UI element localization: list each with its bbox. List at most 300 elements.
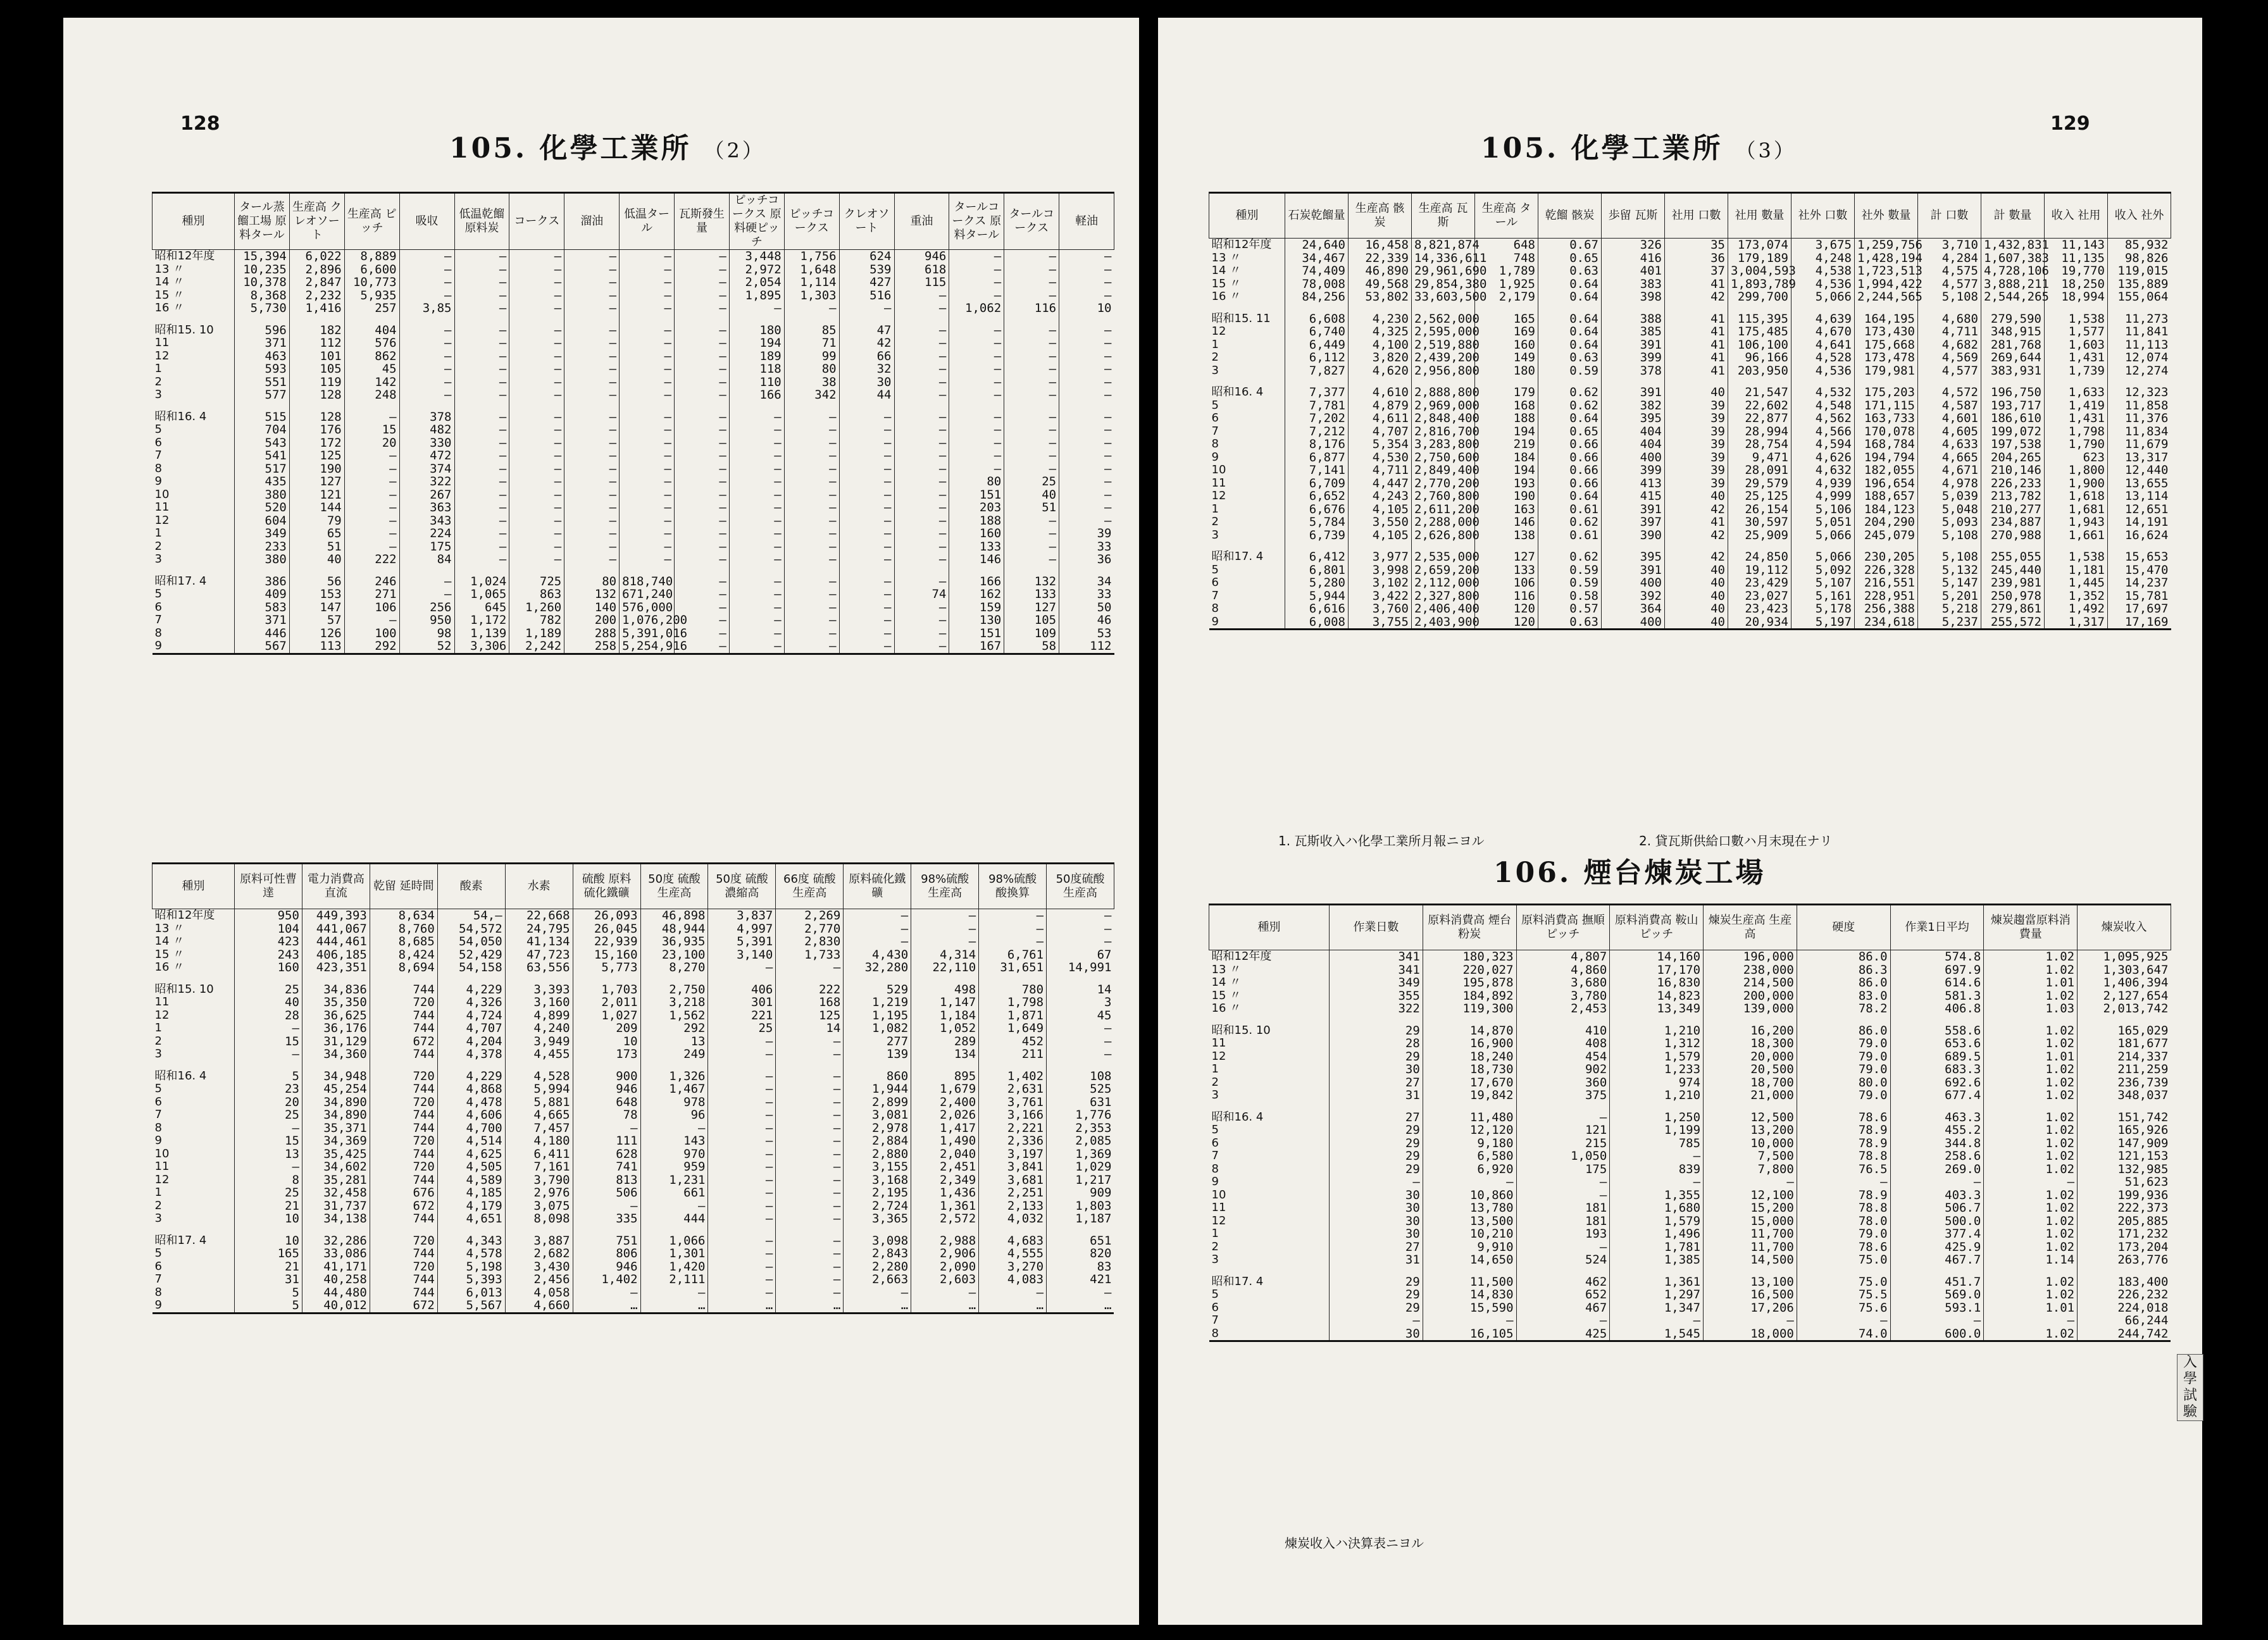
cell: — — [729, 463, 784, 476]
cell: — — [708, 961, 776, 974]
cell: 524 — [1516, 1253, 1610, 1267]
cell: 179,981 — [1855, 364, 1918, 378]
cell: 4,868 — [437, 1083, 505, 1096]
cell: 5,730 — [235, 302, 290, 315]
cell: 725 — [509, 575, 564, 588]
cell: 115 — [894, 276, 949, 289]
cell: 184,892 — [1423, 990, 1516, 1003]
cell: 360 — [1516, 1076, 1610, 1090]
cell: 121 — [1516, 1124, 1610, 1137]
cell: 3,422 — [1349, 590, 1412, 603]
cell: 34 — [1059, 575, 1114, 588]
cell: 41,134 — [505, 935, 573, 948]
cell: 410 — [1516, 1024, 1610, 1038]
cell: — — [1516, 1176, 1610, 1189]
cell: 5,108 — [1918, 290, 1981, 304]
cell: — — [620, 376, 675, 389]
cell: — — [1004, 350, 1059, 363]
footnote: 煉炭收入ハ決算表ニヨル — [1285, 1536, 1424, 1551]
cell: 4,528 — [1791, 351, 1855, 364]
cell: — — [509, 250, 564, 263]
cell: 374 — [399, 463, 454, 476]
cell: 322 — [1330, 1002, 1423, 1016]
cell — [1412, 304, 1475, 313]
cell: 8,694 — [370, 961, 437, 974]
cell: — — [454, 449, 509, 463]
cell: 4,536 — [1791, 364, 1855, 378]
cell: 1,492 — [2045, 602, 2108, 616]
table-row — [153, 1009, 1114, 1022]
cell: — — [675, 350, 730, 363]
cell: — — [729, 411, 784, 424]
cell: — — [784, 423, 839, 437]
cell: 52 — [399, 640, 454, 654]
cell: — — [1047, 1022, 1114, 1035]
cell: 196,750 — [1981, 386, 2045, 399]
cell: 18,240 — [1423, 1050, 1516, 1064]
cell — [1981, 542, 2045, 550]
cell: 1,445 — [2045, 576, 2108, 590]
cell: — — [620, 250, 675, 263]
cell: 974 — [1610, 1076, 1704, 1090]
cell: 14,500 — [1704, 1253, 1797, 1267]
cell: 8,634 — [370, 909, 437, 922]
cell: 2,406,400 — [1412, 602, 1475, 616]
cell: 441,067 — [302, 922, 370, 936]
row-label: 6 — [1211, 411, 1219, 425]
cell: 7,800 — [1704, 1163, 1797, 1176]
cell: — — [399, 388, 454, 402]
cell: — — [1423, 1314, 1516, 1327]
cell: — — [949, 250, 1004, 263]
cell: 3,448 — [729, 250, 784, 263]
cell: 30 — [1330, 1327, 1423, 1341]
cell: — — [1004, 553, 1059, 566]
cell: — — [1516, 1189, 1610, 1202]
cell: — — [894, 514, 949, 528]
cell: 173,430 — [1855, 325, 1918, 339]
row-label: 2 — [1211, 515, 1219, 528]
cell: 1,024 — [454, 575, 509, 588]
cell: 279,861 — [1981, 602, 2045, 616]
cell: — — [1059, 501, 1114, 514]
row-label: 2 — [1211, 351, 1219, 364]
cell: 1,385 — [1610, 1253, 1704, 1267]
cell: — — [839, 411, 894, 424]
cell — [949, 315, 1004, 324]
cell — [839, 402, 894, 411]
row-label — [153, 315, 235, 324]
column-header: 乾餾 骸炭 — [1538, 193, 1602, 239]
cell: 3,140 — [708, 948, 776, 962]
cell — [640, 1226, 708, 1234]
cell: 30 — [1330, 1202, 1423, 1215]
cell: 4,620 — [1349, 364, 1412, 378]
cell: 1,603 — [2045, 339, 2108, 352]
cell: 863 — [509, 588, 564, 601]
cell: 391 — [1602, 339, 1665, 352]
cell: 2,040 — [911, 1148, 979, 1161]
table-row — [1209, 529, 2171, 542]
cell: 29 — [1330, 1050, 1423, 1064]
row-label: 5 — [154, 587, 162, 600]
cell: — — [235, 1048, 302, 1061]
cell: — — [675, 423, 730, 437]
cell: 1.02 — [1984, 1150, 2078, 1163]
cell: — — [454, 363, 509, 376]
cell: — — [784, 575, 839, 588]
cell — [564, 315, 620, 324]
cell: 4,505 — [437, 1160, 505, 1174]
table-row — [1209, 1137, 2171, 1150]
cell: 194,794 — [1855, 451, 1918, 464]
cell: 558.6 — [1890, 1024, 1984, 1038]
cell: 0.64 — [1538, 325, 1602, 339]
cell: 5,108 — [1918, 550, 1981, 564]
cell: 31 — [1330, 1089, 1423, 1102]
cell: 5,935 — [344, 289, 399, 302]
cell: 14 — [776, 1022, 844, 1035]
cell: 53,802 — [1349, 290, 1412, 304]
cell: 1,490 — [911, 1134, 979, 1148]
cell: 30 — [1330, 1189, 1423, 1202]
cell: 1,297 — [1610, 1288, 1704, 1301]
cell: 3,710 — [1918, 239, 1981, 252]
cell: 140 — [564, 601, 620, 614]
cell: 1.02 — [1984, 1215, 2078, 1228]
cell: — — [894, 350, 949, 363]
cell — [2078, 1102, 2171, 1111]
cell: 375 — [1516, 1089, 1610, 1102]
cell: 193,717 — [1981, 399, 2045, 413]
cell: 128 — [289, 411, 344, 424]
cell: — — [708, 1070, 776, 1083]
cell: — — [509, 514, 564, 528]
cell: 5,093 — [1918, 516, 1981, 529]
cell: — — [675, 463, 730, 476]
cell: 3,837 — [708, 909, 776, 922]
cell: 2,453 — [1516, 1002, 1610, 1016]
row-label: 7 — [1211, 424, 1219, 438]
row-label — [1209, 542, 1285, 550]
cell: 0.57 — [1538, 602, 1602, 616]
cell: 193 — [1475, 477, 1538, 490]
cell: 1.01 — [1984, 1301, 2078, 1315]
cell — [1059, 315, 1114, 324]
cell: 17,169 — [2108, 616, 2171, 630]
cell: 203,950 — [1728, 364, 1791, 378]
cell: 1,402 — [573, 1273, 640, 1286]
cell: 6,740 — [1285, 325, 1349, 339]
column-header: 硬度 — [1797, 905, 1890, 950]
cell: 45,254 — [302, 1083, 370, 1096]
cell: 4,240 — [505, 1022, 573, 1035]
cell: — — [894, 363, 949, 376]
cell — [729, 566, 784, 575]
cell: 1,361 — [1610, 1276, 1704, 1289]
cell: 15,200 — [1704, 1202, 1797, 1215]
cell: 196,654 — [1855, 477, 1918, 490]
cell: 1.02 — [1984, 1024, 2078, 1038]
cell: 29 — [1330, 1150, 1423, 1163]
cell: 279,590 — [1981, 313, 2045, 326]
cell — [1704, 1016, 1797, 1024]
cell: 175 — [1516, 1163, 1610, 1176]
cell: 86.0 — [1797, 1024, 1890, 1038]
cell: 444,461 — [302, 935, 370, 948]
cell: 397 — [1602, 516, 1665, 529]
cell: 1.01 — [1984, 1050, 2078, 1064]
cell: 1,217 — [1047, 1174, 1114, 1187]
cell: 12,651 — [2108, 503, 2171, 516]
cell: — — [708, 1048, 776, 1061]
cell: 255,572 — [1981, 616, 2045, 630]
cell: 5,784 — [1285, 516, 1349, 529]
cell: 10,000 — [1704, 1137, 1797, 1150]
cell: — — [675, 527, 730, 540]
cell: 1,467 — [640, 1083, 708, 1096]
cell: 4,243 — [1349, 490, 1412, 503]
table-row — [1209, 451, 2171, 464]
cell: — — [675, 263, 730, 276]
cell: 144 — [289, 501, 344, 514]
column-header: 煉炭生産高 生産高 — [1704, 905, 1797, 950]
column-header: 50度硫酸 生産高 — [1047, 864, 1114, 909]
table-row — [1209, 290, 2171, 304]
cell: — — [620, 302, 675, 315]
cell: 5,066 — [1791, 550, 1855, 564]
row-label: 6 — [154, 435, 162, 449]
row-label: 1 — [154, 526, 162, 540]
cell: 135,889 — [2108, 278, 2171, 291]
cell: 1,649 — [979, 1022, 1047, 1035]
table-row — [153, 1160, 1114, 1174]
cell: 423 — [235, 935, 302, 948]
cell: 1.03 — [1984, 1002, 2078, 1016]
cell: — — [344, 540, 399, 554]
cell: 720 — [370, 1234, 437, 1248]
cell: 19,842 — [1423, 1089, 1516, 1102]
table-row — [153, 1200, 1114, 1213]
cell: — — [454, 501, 509, 514]
table-row — [153, 350, 1114, 363]
cell: 3,85 — [399, 302, 454, 315]
cell: 1,187 — [1047, 1212, 1114, 1226]
cell: 33,086 — [302, 1247, 370, 1260]
cell: 581.3 — [1890, 990, 1984, 1003]
cell: 1,781 — [1610, 1241, 1704, 1254]
cell: 288 — [564, 627, 620, 640]
cell: 444 — [640, 1212, 708, 1226]
cell — [1047, 1226, 1114, 1234]
cell: 2,663 — [844, 1273, 911, 1286]
cell: 171,232 — [2078, 1227, 2171, 1241]
cell: 277 — [844, 1035, 911, 1048]
cell: 4,707 — [1349, 425, 1412, 438]
cell: 3,430 — [505, 1260, 573, 1274]
cell: — — [839, 501, 894, 514]
cell: 37 — [1665, 264, 1728, 278]
cell: 11,113 — [2108, 339, 2171, 352]
cell: 15,590 — [1423, 1301, 1516, 1315]
column-header: 收入 社外 — [2108, 193, 2171, 239]
row-label: 昭和12年度 — [1211, 950, 1272, 963]
cell: 1.02 — [1984, 990, 2078, 1003]
page-number: 129 — [2050, 113, 2090, 135]
table-row — [153, 1226, 1114, 1234]
column-header: 吸収 — [399, 193, 454, 250]
cell — [1981, 377, 2045, 386]
cell: 79.0 — [1797, 1050, 1890, 1064]
cell: 1,082 — [844, 1022, 911, 1035]
cell: 4,532 — [1791, 386, 1855, 399]
cell: 74 — [894, 588, 949, 601]
cell: 1,943 — [2045, 516, 2108, 529]
cell: — — [344, 514, 399, 528]
cell: 1,406,394 — [2078, 976, 2171, 990]
table-row — [153, 488, 1114, 502]
cell: 28 — [235, 1009, 302, 1022]
cell: … — [776, 1299, 844, 1313]
cell: 215 — [1516, 1137, 1610, 1150]
cell — [1059, 566, 1114, 575]
cell: 472 — [399, 449, 454, 463]
cell: — — [344, 475, 399, 488]
row-label: 16 〃 — [1211, 1002, 1242, 1015]
cell: 33 — [1059, 540, 1114, 554]
cell: 506 — [573, 1186, 640, 1200]
cell: — — [839, 627, 894, 640]
cell: — — [894, 601, 949, 614]
cell: 463.3 — [1890, 1111, 1984, 1124]
column-header: 軽油 — [1059, 193, 1114, 250]
cell: 11,135 — [2045, 252, 2108, 265]
cell — [844, 1061, 911, 1070]
cell: 196,000 — [1704, 950, 1797, 964]
cell: 577 — [235, 388, 290, 402]
cell: 34,369 — [302, 1134, 370, 1148]
cell: — — [1059, 289, 1114, 302]
cell: — — [509, 289, 564, 302]
cell: 741 — [573, 1160, 640, 1174]
cell — [505, 974, 573, 983]
column-header: 66度 硫酸 生産高 — [776, 864, 844, 909]
row-label: 11 — [1211, 476, 1226, 490]
cell: 1,798 — [979, 996, 1047, 1009]
side-index-tab[interactable]: 入學試驗 — [2177, 1354, 2203, 1421]
cell — [1665, 377, 1728, 386]
table-row — [1209, 1267, 2171, 1276]
cell: 160 — [235, 961, 302, 974]
table-row — [153, 1083, 1114, 1096]
cell: — — [776, 1234, 844, 1248]
cell: 1,648 — [784, 263, 839, 276]
cell: — — [620, 514, 675, 528]
cell: 683.3 — [1890, 1063, 1984, 1076]
cell: — — [844, 909, 911, 922]
cell: — — [235, 1122, 302, 1135]
cell: 4,978 — [1918, 477, 1981, 490]
cell: 383,931 — [1981, 364, 2045, 378]
cell: 79.0 — [1797, 1037, 1890, 1050]
cell — [1538, 542, 1602, 550]
cell — [235, 974, 302, 983]
cell: 1,800 — [2045, 464, 2108, 477]
cell: — — [675, 514, 730, 528]
cell: 57 — [289, 614, 344, 627]
cell — [564, 402, 620, 411]
cell: 677.4 — [1890, 1089, 1984, 1102]
cell: — — [784, 640, 839, 654]
cell: 7,377 — [1285, 386, 1349, 399]
cell: — — [1330, 1176, 1423, 1189]
cell: — — [1059, 411, 1114, 424]
cell — [1330, 1016, 1423, 1024]
table-body — [1209, 950, 2171, 1341]
cell: 399 — [1602, 351, 1665, 364]
cell: 4,083 — [979, 1273, 1047, 1286]
cell: 173,204 — [2078, 1241, 2171, 1254]
cell: 222,373 — [2078, 1202, 2171, 1215]
row-label: 2 — [154, 1198, 162, 1212]
cell: 41 — [1665, 516, 1728, 529]
table-row — [153, 411, 1114, 424]
cell: 4,682 — [1918, 339, 1981, 352]
cell: 125 — [289, 449, 344, 463]
cell: — — [675, 376, 730, 389]
cell: — — [729, 553, 784, 566]
cell: — — [776, 1260, 844, 1274]
cell: 11,273 — [2108, 313, 2171, 326]
cell: 4,562 — [1791, 412, 1855, 425]
cell — [2078, 1016, 2171, 1024]
cell: 1,095,925 — [2078, 950, 2171, 964]
cell: 4,605 — [1918, 425, 1981, 438]
cell: 371 — [235, 337, 290, 350]
cell: 301 — [708, 996, 776, 1009]
cell — [302, 974, 370, 983]
cell: 1.02 — [1984, 1111, 2078, 1124]
cell: 197,538 — [1981, 438, 2045, 451]
cell: 5,567 — [437, 1299, 505, 1313]
cell: — — [620, 475, 675, 488]
cell: 4,555 — [979, 1247, 1047, 1260]
cell: 36,935 — [640, 935, 708, 948]
cell: 1,402 — [979, 1070, 1047, 1083]
cell: 2,972 — [729, 263, 784, 276]
page-number: 128 — [180, 113, 220, 135]
cell: 39 — [1665, 451, 1728, 464]
cell: 661 — [640, 1186, 708, 1200]
cell — [979, 1061, 1047, 1070]
cell: 946 — [573, 1083, 640, 1096]
cell: — — [949, 388, 1004, 402]
cell: — — [979, 935, 1047, 948]
cell: 40,012 — [302, 1299, 370, 1313]
cell: — — [776, 1212, 844, 1226]
table-row — [153, 276, 1114, 289]
cell: 2,221 — [979, 1122, 1047, 1135]
cell: 4,478 — [437, 1096, 505, 1109]
cell: 1,798 — [2045, 425, 2108, 438]
row-label: 9 — [1211, 1175, 1219, 1188]
cell — [1918, 304, 1981, 313]
cell: 5,178 — [1791, 602, 1855, 616]
column-header: 酸素 — [437, 864, 505, 909]
cell: 248 — [344, 388, 399, 402]
cell: — — [784, 627, 839, 640]
cell: 250,978 — [1981, 590, 2045, 603]
